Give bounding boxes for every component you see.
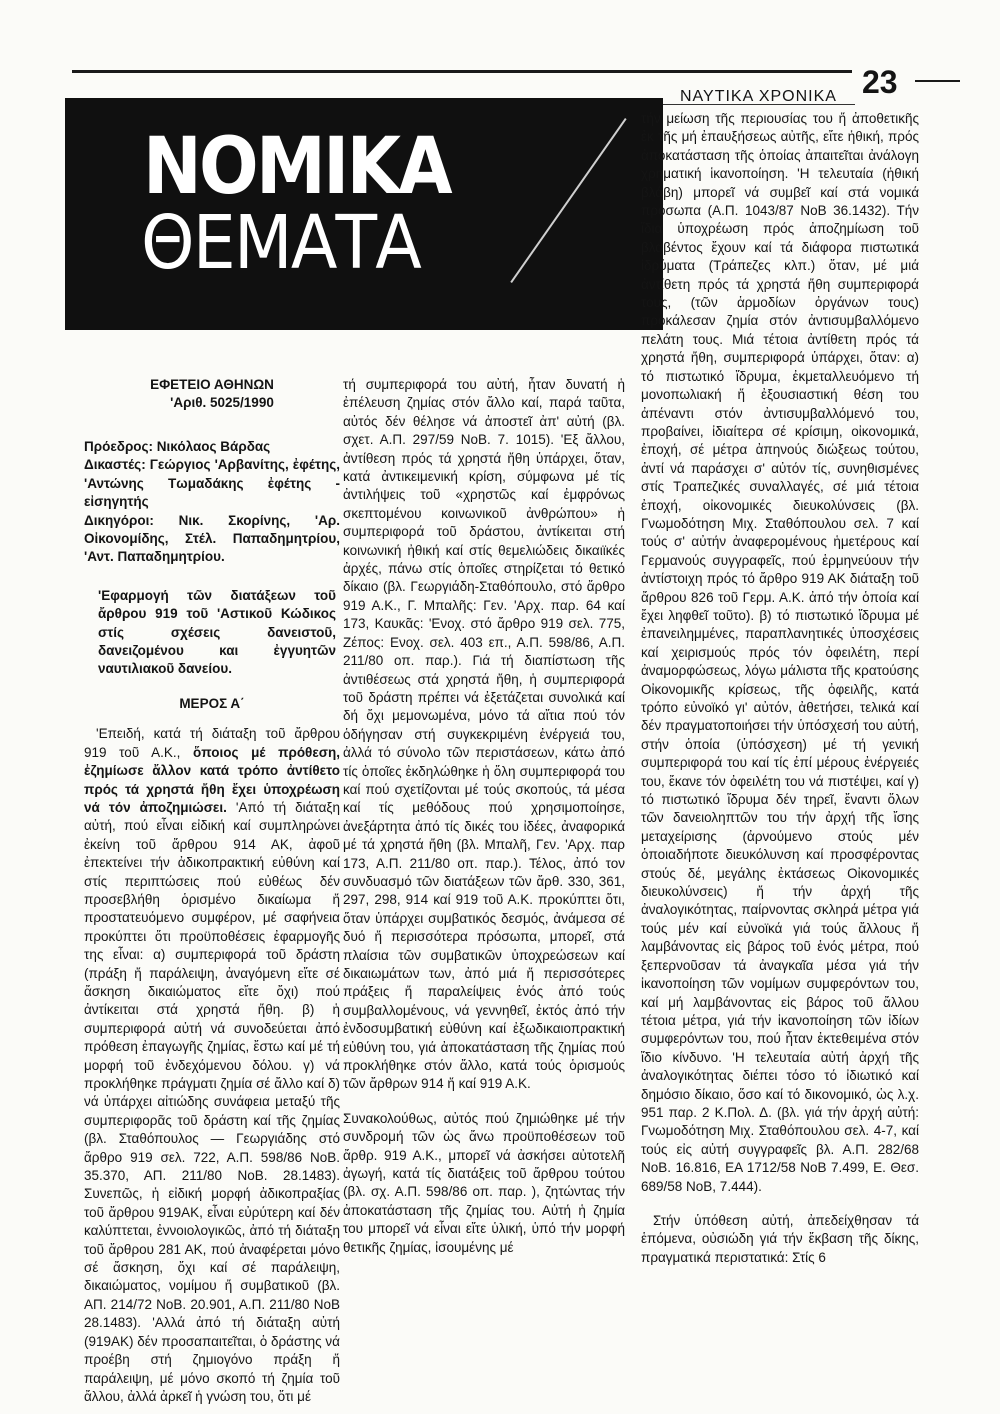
text-run: 'Από τή διάταξη αὐτή, πού εἶναι εἰδική καί συμπληρώνει ἐκείνη τοῦ ἄρθρου 914 ΑΚ, ἀφοῦ ἐπεκτείνει τήν ἀδικοπρακτική εὐθύνη καί στίς περιπτώσεις πού εὐθέως δέν προσεβλήθη ὁρισμένο δικαίωμα ἤ προστατευόμενο συμφέρον, μέ σαφήνεια προκύπτει ὅτι προϋποθέσεις ἐφαρμογῆς της εἶναι: α) συμπεριφορά τοῦ δράστη (πράξη ἤ παράλειψη, ἀναγόμενη εἴτε σέ ἄσκηση δικαιώματος εἴτε ὄχι) πού ἀντίκειται στά χρηστά ἤθη. β) ἡ συμπεριφορά αὐτή νά συνοδεύεται ἀπό πρόθεση ἐπαγωγῆς ζημίας, ἔστω καί μέ τή μορφή τοῦ ἐνδεχόμενου δόλου. γ) νά προκλήθηκε πράγματι ζημία σέ ἄλλο καί δ) νά ὑπάρχει αἰτιώδης συνάφεια μεταξύ τῆς συμπεριφορᾶς τοῦ δράστη καί τῆς ζημίας (βλ. Σταθόπουλος — Γεωργιάδης στό ἄρθρο 919 σελ. 722, Α.Π. 598/86 ΝοΒ. 35.370, ΑΠ. 211/80 ΝοΒ. 28.1483). Συνεπῶς, ἡ εἰδική μορφή ἀδικοπραξίας τοῦ ἄρθρου 919ΑΚ, εἶναι εὐρύτερη καί δέν καλύπτεται, ἐννοιολογικῶς, ἀπό τή διάταξη τοῦ ἄρθρου 281 ΑΚ, πού ἀναφέρεται μόνο σέ ἄσκηση, ὄχι καί σέ παράλειψη, δικαιώματος, νομίμου ἤ συμβατικοῦ (βλ. ΑΠ. 214/72 ΝοΒ. 20.901, Α.Π. 211/80 ΝοΒ 28.1483). 'Αλλά ἀπό τή διάταξη αὐτή (919ΑΚ) δέν προσαπαιτεῖται, ὁ δράστης νά προέβη στή ζημιογόνο πράξη ἤ παράλειψη, μέ μόνο σκοπό τή ζημία τοῦ ἄλλου, ἀλλά ἀρκεῖ ἡ γνώση του, ὅτι μέ — [84, 799, 340, 1404]
section-banner — [65, 98, 663, 330]
header-rule — [72, 70, 852, 73]
page-number: 23 — [862, 64, 898, 100]
banner-title-line1: ΝΟΜΙΚΑ — [143, 122, 450, 212]
banner-diagonal-line — [510, 118, 626, 283]
paragraph — [84, 725, 340, 1406]
judges: Δικαστές: Γεώργιος 'Αρβανίτης, ἐφέτης, 'Αντώνης Τωμαδάκης ἐφέτης - εἰσηγητής — [84, 457, 340, 510]
emphasis-text: ὅποιος μέ πρόθεση, ἐζημίωσε ἄλλον κατά τρόπο ἀντίθετο πρός τά χρηστά ἤθη ἔχει ὑποχρέωση νά τόν ἀποζημιώσει. — [84, 744, 340, 815]
part-heading: ΜΕΡΟΣ Α΄ — [179, 695, 245, 711]
column-3 — [641, 110, 919, 1267]
case-number: 'Αριθ. 5025/1990 — [170, 395, 274, 410]
case-people — [84, 438, 340, 567]
case-heading — [84, 376, 340, 412]
president: Πρόεδρος: Νικόλαος Βάρδας — [84, 439, 271, 454]
paragraph: τήν μείωση τῆς περιουσίας του ἤ ἀποθετικῆς ἐκ τῆς μή ἐπαυξήσεως αὐτῆς, εἴτε ἠθική, πρός ἀποκατάσταση τῆς ὁποίας ἀπαιτεῖται ἀνάλογη χρηματική ἱκανοποίηση. 'Η τελευταία (ἠθική βλάβη) μπορεῖ νά συμβεῖ καί στά νομικά πρόσωπα (Α.Π. 1043/87 ΝοΒ 36.1432). Τήν ἴδια ὑποχρέωση πρός ἀποζημίωση τοῦ βλαβέντος ἔχουν καί τά διάφορα πιστωτικά ἱδρύματα (Τράπεζες κλπ.) ὅταν, μέ μιά ἀντίθετη πρός τά χρηστά ἤθη συμπεριφορά τους, (τῶν ἁρμοδίων ὀργάνων τους) προκάλεσαν ζημία στόν ἀντισυμβαλλόμενο πελάτη τους. Μιά τέτοια ἀντίθετη πρός τά χρηστά ἤθη, συμπεριφορά ὑπάρχει, ὅταν: α) τό πιστωτικό ἵδρυμα, ἐκμεταλλευόμενο τή μονοπωλιακή ἤ ἐξουσιαστική θέση του ἀπέναντι στόν ἀντισυμβαλλόμενό του, προβαίνει, ἰδιαίτερα σέ κρίσιμη, οἰκονομικά, ἐποχή, σέ μέτρα ἀπηνούς διώξεως τούτου, ἀντί νά παράσχει σ' αὐτόν τίς, συνηθισμένες στίς Τραπεζικές συναλλαγές, σέ μιά τέτοια ἐποχή, οἰκονομικές διευκολύνσεις (βλ. Γνωμοδότηση Μιχ. Σταθόπουλου σελ. 7 καί τούς σ' αὐτήν ἀναφερομένους ἡμετέρους καί Γερμανούς συγγραφεῖς, πού ἑρμηνεύουν τήν ἀντίστοιχη πρός τό ἄρθρο 919 ΑΚ διάταξη τοῦ ἄρθρου 826 τοῦ Γερμ. Α.Κ. ἀπό τήν ὁποία καί ἔχει ληφθεῖ τοῦτο). β) τό πιστωτικό ἵδρυμα μέ ἐπανειλημμένες, παραπλανητικές ὑποσχέσεις καί χειρισμούς πρός τόν ὀφειλέτη, περί ἀναμορφώσεως, λόγω μάλιστα τῆς κρατούσης Οἰκονομικῆς κρίσεως, τῆς ὀφειλῆς, κατά τρόπο εὐνοϊκό γι' αὐτόν, ἀθετήσει, τελικά καί δέν πραγματοποιήσει τήν ὑπόσχεσή του αὐτή, στήν ὁποία (ὑπόσχεση) μέ τή γενική συμπεριφορά του καί τίς ἐπί μέρους ἐνέργειές του, ἔκανε τόν ὀφειλέτη του νά πιστέψει, καί γ) τό πιστωτικό ἵδρυμα δέν τηρεῖ, ἔναντι ὅλων τῶν δανειοληπτῶν του τήν ἀρχή τῆς ἴσης μεταχείρισης (ἀρνούμενο στούς μέν ὁποιαδήποτε διευκόλυνση καί προσφέροντας στούς δέ, μεγάλης ἐκτάσεως Οἰκονομικές διευκολύνσεις) ἤ τήν ἀρχή τῆς ἀναλογικότητας, παίρνοντας σκληρά μέτρα γιά τούς μέν καί εὐνοϊκά γιά τούς ἄλλους ἤ λαμβάνοντας εἰς βάρος τοῦ ἑνός μέτρα, πού ξεπερνοῦσαν τά ἀναγκαῖα μέσα γιά τήν ἱκανοποίηση τῶν νομίμων συμφερόντων του, καί μή λαμβάνοντας εἰς βάρος τοῦ ἄλλου τέτοια μέτρα, γιά τήν ἱκανοποίηση τῶν ἰδίων συμφερόντων του, πού ἦταν ἐκτεθειμένα στόν ἴδιο κίνδυνο. 'Η τελευταία αὐτή ἀρχή τῆς ἀναλογικότητας διέπει τόσο τό ἰδιωτικό καί δημόσιο δίκαιο, ὅσο καί τό δικονομικό, ὡς λ.χ. 951 παρ. 2 Κ.Πολ. Δ. (βλ. γιά τήν ἀρχή αὐτή: Γνωμοδότηση Μιχ. Σταθόπουλου σελ. 4-7, καί τούς εἰς αὐτή συγγραφεῖς βλ. Α.Π. 282/68 ΝοΒ. 16.816, ΕΑ 1712/58 ΝοΒ 7.499, Ε. Θεσ. 689/58 ΝοΒ, 7.444). — [641, 111, 919, 1194]
paragraph: τή συμπεριφορά του αὐτή, ἦταν δυνατή ἡ ἐπέλευση ζημίας στόν ἄλλο καί, παρά ταῦτα, αὐτός δέν θέλησε νά ἀποστεῖ ἀπ' αὐτή (βλ. σχετ. Α.Π. 297/59 ΝοΒ. 7. 1015). 'Εξ ἄλλου, ἀντίθεση πρός τά χρηστά ἤθη ὑπάρχει, ὅταν, κατά ἀντικειμενική κρίση, σύμφωνα μέ τίς ἀντιλήψεις τοῦ «χρηστῶς καί ἐμφρόνως σκεπτομένου κοινωνικοῦ ἀνθρώπου» ἡ συμπεριφορά τοῦ δράστου, ἀντίκειται στή κοινωνική ἠθική καί στίς θεμελιώδεις δικαιϊκές ἀρχές, πάνω στίς ὁποῖες στηρίζεται τό θετικό δίκαιο (βλ. Γεωργιάδη-Σταθόπουλο, στό ἄρθρο 919 Α.Κ., Γ. Μπαλῆς: Γεν. 'Αρχ. παρ. 64 καί 173, Καυκᾶς: 'Ενοχ. στό ἄρθρο 919 σελ. 775, Ζέπος: Ενοχ. σελ. 403 επ., Α.Π. 598/86, Α.Π. 211/80 οπ. παρ.). Γιά τή διαπίστωση τῆς ἀντιθέσεως στά χρηστά ἤθη, ἡ συμπεριφορά τοῦ δράστη πρέπει νά ἐξετάζεται συνολικά καί δή ὄχι μεμονωμένα, μόνο τά αἴτια πού τόν ὁδήγησαν στή συγκεκριμένη ἐνέργειά του, ἀλλά τό σύνολο τῶν περιστάσεων, κάτω ἀπό τίς ὁποῖες ἐκδηλώθηκε ἡ ὅλη συμπεριφορά του καί πού σχετίζονται μέ τούς σκοπούς, τά μέσα καί τίς μεθόδους πού χρησιμοποίησε, ἀνεξάρτητα ἀπό τίς δικές του ἰδέες, ἀναφορικά μέ τά χρηστά ἤθη (βλ. Μπαλῆ, Γεν. 'Αρχ. παρ 173, Α.Π. 211/80 οπ. παρ.). Τέλος, ἀπό τον συνδυασμό τῶν διατάξεων τῶν ἄρθ. 330, 361, 297, 298, 914 καί 919 τοῦ Α.Κ. προκύπτει ὅτι, ὅταν ὑπάρχει συμβατικός δεσμός, ἀνάμεσα σέ δυό ἤ περισσότερα πρόσωπα, μπορεῖ, στά πλαίσια τῶν συμβατικῶν ὑποχρεώσεων καί δικαιωμάτων των, ἀπό μιά ἤ περισσότερες πράξεις ἤ παραλείψεις ἑνός ἀπό τούς συμβαλλομένους, νά γεννηθεῖ, ἐκτός ἀπό τήν ἐνδοσυμβατική εὐθύνη καί ἐξωδικαιοπρακτική εὐθύνη του, γιά ἀποκατάσταση τῆς ζημίας πού προκλήθηκε στόν ἄλλο, κατά τούς ὁρισμούς τῶν ἄρθρων 914 ἤ καί 919 Α.Κ. — [343, 377, 625, 1092]
banner-title-line2: ΘΕΜΑΤΑ — [141, 200, 421, 286]
magazine-name: ΝΑΥΤΙΚΑ ΧΡΟΝΙΚΑ — [680, 88, 837, 105]
header-rule-right — [915, 80, 960, 82]
lawyers: Δικηγόροι: Νικ. Σκορίνης, 'Αρ. Οἰκονομίδης, Στέλ. Παπαδημητρίου, 'Αντ. Παπαδημητρίου. — [84, 512, 340, 565]
court-name: ΕΦΕΤΕΙΟ ΑΘΗΝΩΝ — [150, 377, 274, 392]
case-summary: 'Εφαρμογή τῶν διατάξεων τοῦ ἄρθρου 919 τοῦ 'Αστικοῦ Κώδικος στίς σχέσεις δανειστοῦ, δανειζομένου και ἐγγυητῶν ναυτιλιακοῦ δανείου. — [98, 587, 336, 677]
paragraph: Συνακολούθως, αὐτός πού ζημιώθηκε μέ τήν συνδρομή τῶν ὡς ἄνω προϋποθέσεων τοῦ ἄρθρ. 919 Α.Κ., μπορεῖ νά ἀσκήσει αὐτοτελῆ ἀγωγή, κατά τίς διατάξεις τοῦ ἄρθρου τούτου (βλ. σχ. Α.Π. 598/86 οπ. παρ. ), ζητώντας τήν ἀποκατάσταση τῆς ζημίας του. Αὐτή ἡ ζημία του μπορεῖ νά εἶναι εἴτε ὑλική, ὑπό τήν μορφή θετικῆς ζημίας, ἰσουμένης μέ — [343, 1110, 625, 1255]
column-2 — [343, 376, 625, 1257]
text-run: 'Επειδή, κατά τή διάταξη τοῦ ἄρθρου 919 τοῦ Α.Κ., — [84, 726, 340, 760]
column-1 — [84, 376, 340, 1406]
paragraph: Στήν ὑπόθεση αὐτή, ἀπεδείχθησαν τά ἑπόμενα, οὐσιώδη γιά τήν ἔκβαση τῆς δίκης, πραγματικά περιστατικά: Στίς 6 — [641, 1212, 919, 1265]
